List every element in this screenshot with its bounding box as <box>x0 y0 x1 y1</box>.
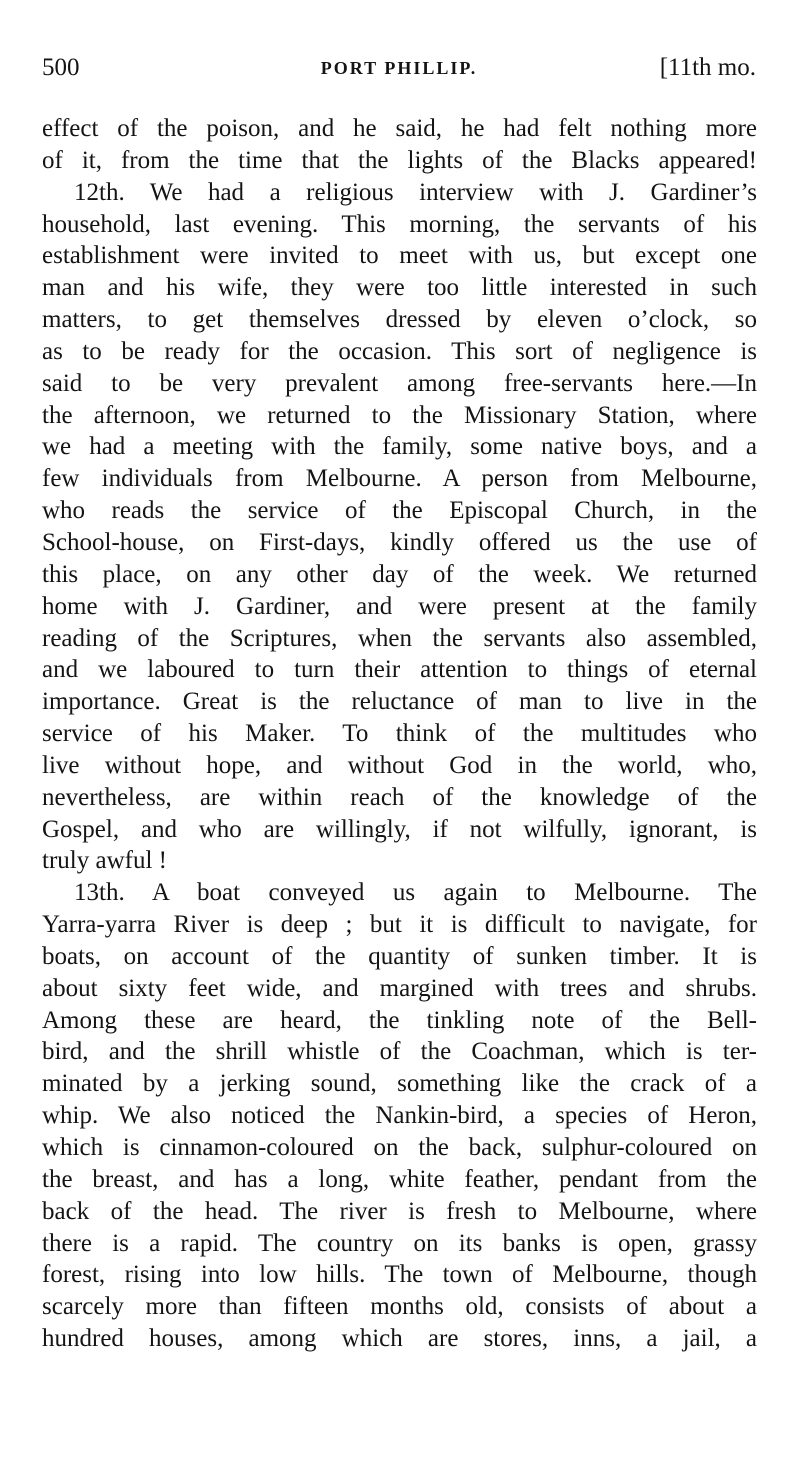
text-line: service of his Maker. To think of the multitudes who <box>42 720 757 748</box>
running-head <box>42 54 756 86</box>
text-line: we had a meeting with the family, some native boys, and a <box>42 433 757 461</box>
text-line: back of the head. The river is fresh to Melbourne, where <box>42 1197 757 1225</box>
text-line: School-house, on First-days, kindly offered us the use of <box>42 528 757 556</box>
text-line: boats, on account of the quantity of sunken timber. It is <box>42 942 757 970</box>
text-line: matters, to get themselves dressed by eleven o’clock, so <box>42 306 757 334</box>
text-line: this place, on any other day of the week. We returned <box>42 560 757 588</box>
text-line: few individuals from Melbourne. A person from Melbourne, <box>42 465 757 493</box>
text-line: about sixty feet wide, and margined with trees and shrubs. <box>42 974 757 1002</box>
running-title: PORT PHILLIP. <box>320 58 478 78</box>
text-line: the breast, and has a long, white feather, pendant from the <box>42 1165 757 1193</box>
text-line: forest, rising into low hills. The town of Melbourne, though <box>42 1261 757 1289</box>
page-number: 500 <box>42 54 80 81</box>
text-line: 12th. We had a religious interview with J. Gardiner’s <box>74 178 757 206</box>
text-line: Gospel, and who are willingly, if not wilfully, ignorant, is <box>42 815 757 843</box>
text-line: there is a rapid. The country on its banks is open, grassy <box>42 1229 757 1257</box>
text-line: Yarra-yarra River is deep ; but it is difficult to navigate, for <box>42 911 757 939</box>
text-line: minated by a jerking sound, something like the crack of a <box>42 1070 757 1098</box>
text-line: reading of the Scriptures, when the servants also assembled, <box>42 624 757 652</box>
text-line: as to be ready for the occasion. This sort of negligence is <box>42 337 757 365</box>
text-line: said to be very prevalent among free-servants here.—In <box>42 369 757 397</box>
text-line: the afternoon, we returned to the Missionary Station, where <box>42 401 757 429</box>
text-line: man and his wife, they were too little interested in such <box>42 274 757 302</box>
text-line: hundred houses, among which are stores, inns, a jail, a <box>42 1325 757 1353</box>
text-line: scarcely more than fifteen months old, consists of about a <box>42 1293 757 1321</box>
text-line: which is cinnamon-coloured on the back, sulphur-coloured on <box>42 1134 757 1161</box>
text-line: home with J. Gardiner, and were present at the family <box>42 592 757 620</box>
body-text <box>42 113 757 1355</box>
text-line: Among these are heard, the tinkling note of the Bell- <box>42 1006 757 1034</box>
text-line: and we laboured to turn their attention to things of eternal <box>42 656 757 684</box>
text-line: who reads the service of the Episcopal Church, in the <box>42 497 757 525</box>
text-line: truly awful ! <box>42 847 167 875</box>
text-line: importance. Great is the reluctance of man to live in the <box>42 688 757 716</box>
text-line: bird, and the shrill whistle of the Coachman, which is ter- <box>42 1038 757 1066</box>
text-line: live without hope, and without God in the world, who, <box>42 751 757 779</box>
text-line: household, last evening. This morning, the servants of his <box>42 210 757 238</box>
text-line: establishment were invited to meet with us, but except one <box>42 242 757 270</box>
text-line: 13th. A boat conveyed us again to Melbourne. The <box>74 879 757 907</box>
text-line: whip. We also noticed the Nankin-bird, a species of Heron, <box>42 1102 757 1130</box>
text-line: of it, from the time that the lights of the Blacks appeared! <box>42 146 757 174</box>
text-line: effect of the poison, and he said, he had felt nothing more <box>42 115 757 142</box>
text-line: nevertheless, are within reach of the knowledge of the <box>42 783 757 811</box>
running-date-marker: [11th mo. <box>659 54 756 81</box>
